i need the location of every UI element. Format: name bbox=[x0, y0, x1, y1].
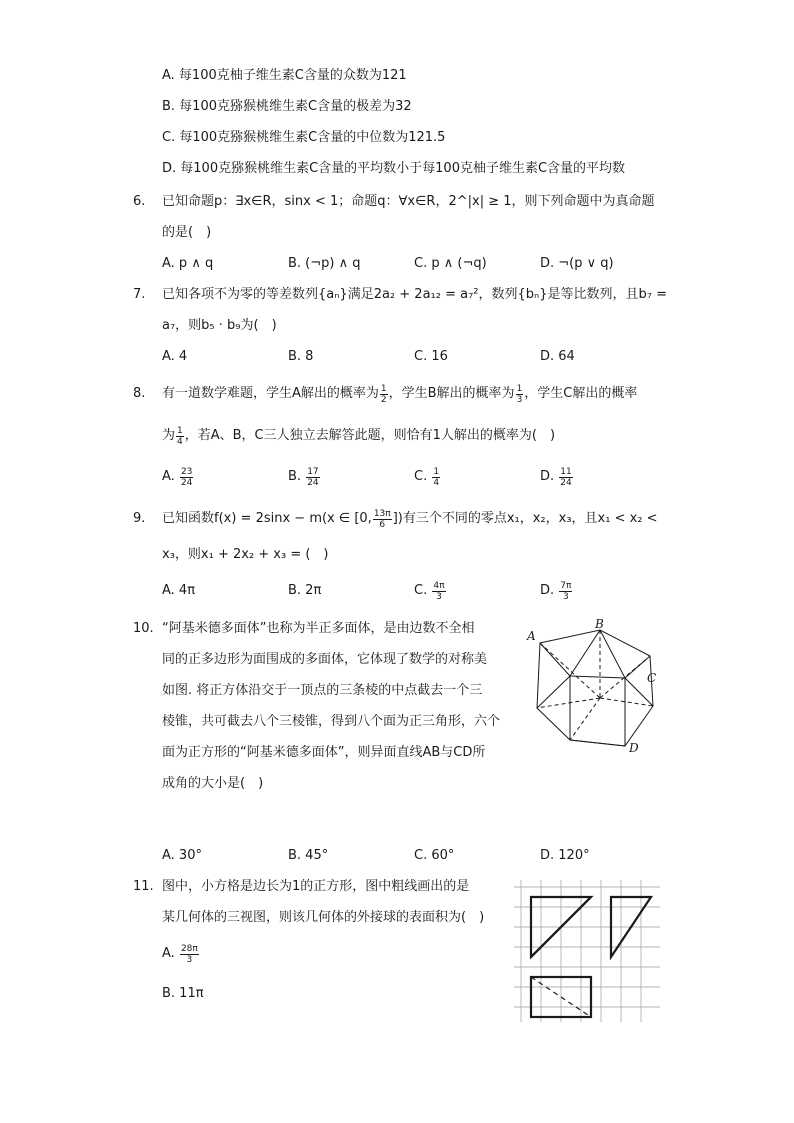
q10-number: 10. bbox=[133, 621, 154, 636]
q9-option-c-num: 4π bbox=[433, 580, 445, 591]
q8-stem-line2 bbox=[162, 422, 555, 450]
q8-fraction-b bbox=[516, 384, 524, 405]
q6-stem-line1: 已知命题p：∃x∈R，sinx < 1；命题q：∀x∈R，2^|x| ≥ 1，则下列命题中为真命题 bbox=[162, 194, 655, 209]
q6-option-a: A. p ∧ q bbox=[162, 256, 214, 271]
q7-option-b: B. 8 bbox=[288, 349, 314, 364]
label-a: A bbox=[527, 629, 536, 643]
q8-option-d-num: 11 bbox=[560, 466, 572, 477]
q5-option-a: A. 每100克柚子维生素C含量的众数为121 bbox=[162, 68, 407, 83]
q7-stem-line2: a₇，则b₅ · b₉为( ) bbox=[162, 318, 277, 333]
q10-option-d: D. 120° bbox=[540, 848, 590, 863]
q9-option-c-label: C. bbox=[414, 583, 428, 598]
edge-inner-b bbox=[570, 630, 600, 676]
q8-text-2b: ，若A、B，C三人独立去解答此题，则恰有1人解出的概率为( ) bbox=[184, 428, 556, 443]
q6-stem-line2: 的是( ) bbox=[162, 225, 212, 240]
q11-option-a-num: 28π bbox=[180, 943, 198, 954]
q11-option-a-den: 3 bbox=[186, 954, 193, 965]
q10-stem-line2: 同的正多边形为面围成的多面体，它体现了数学的对称美 bbox=[162, 652, 488, 667]
q9-fraction bbox=[373, 509, 392, 530]
q8-option-c-label: C. bbox=[414, 469, 428, 484]
q9-text-1a: 已知函数f(x) = 2sinx − m(x ∈ [0, bbox=[162, 511, 372, 526]
q8-option-d bbox=[540, 463, 574, 491]
q11-option-a bbox=[162, 940, 200, 968]
q9-stem-line1 bbox=[162, 505, 658, 533]
q10-option-c: C. 60° bbox=[414, 848, 455, 863]
q8-option-c-num: 1 bbox=[433, 466, 440, 477]
q6-option-b: B. (¬p) ∧ q bbox=[288, 256, 361, 271]
q10-option-a: A. 30° bbox=[162, 848, 202, 863]
q7-stem-line1: 已知各项不为零的等差数列{aₙ}满足2a₂ + 2a₁₂ = a₇²，数列{bₙ}是等比数列，且b₇ = bbox=[162, 287, 667, 302]
q8-option-b-frac bbox=[306, 467, 319, 488]
q8-option-d-den: 24 bbox=[560, 477, 572, 488]
q9-fraction-den: 6 bbox=[379, 519, 386, 530]
q8-text-1a: 有一道数学难题，学生A解出的概率为 bbox=[162, 386, 379, 401]
q8-fraction-a-den: 2 bbox=[380, 394, 387, 405]
q9-option-c-frac bbox=[432, 581, 445, 602]
q8-text-1b: ，学生B解出的概率为 bbox=[388, 386, 515, 401]
q6-option-d: D. ¬(p ∨ q) bbox=[540, 256, 614, 271]
edge-bottom bbox=[570, 740, 625, 746]
q7-option-d: D. 64 bbox=[540, 349, 575, 364]
q8-option-b bbox=[288, 463, 321, 491]
q9-number: 9. bbox=[133, 511, 146, 526]
q8-fraction-c bbox=[176, 426, 184, 447]
q5-option-b: B. 每100克猕猴桃维生素C含量的极差为32 bbox=[162, 99, 412, 114]
q8-fraction-c-num: 1 bbox=[177, 425, 183, 436]
q8-fraction-c-den: 4 bbox=[177, 436, 183, 447]
q9-text-1b: ])有三个不同的零点x₁，x₂，x₃，且x₁ < x₂ < bbox=[392, 511, 658, 526]
q8-fraction-b-num: 1 bbox=[516, 383, 523, 394]
q6-number: 6. bbox=[133, 194, 146, 209]
q11-stem-line1: 图中，小方格是边长为1的正方形，图中粗线画出的是 bbox=[162, 879, 470, 894]
q8-option-d-label: D. bbox=[540, 469, 555, 484]
q8-fraction-a bbox=[380, 384, 388, 405]
q5-option-d: D. 每100克猕猴桃维生素C含量的平均数小于每100克柚子维生素C含量的平均数 bbox=[162, 161, 626, 176]
q9-option-d-num: 7π bbox=[560, 580, 572, 591]
hidden-edge-5 bbox=[600, 698, 653, 706]
q8-number: 8. bbox=[133, 386, 146, 401]
q7-number: 7. bbox=[133, 287, 146, 302]
q10-stem-line3: 如图. 将正方体沿交于一顶点的三条棱的中点截去一个三 bbox=[162, 683, 483, 698]
q8-option-a bbox=[162, 463, 194, 491]
q8-option-a-label: A. bbox=[162, 469, 175, 484]
q8-option-b-label: B. bbox=[288, 469, 302, 484]
q6-option-c: C. p ∧ (¬q) bbox=[414, 256, 487, 271]
q10-stem-line6: 成角的大小是( ) bbox=[162, 776, 264, 791]
q8-option-b-num: 17 bbox=[307, 466, 319, 477]
q8-option-a-num: 23 bbox=[180, 466, 193, 477]
q7-option-c: C. 16 bbox=[414, 349, 448, 364]
edge-a-inner bbox=[540, 643, 570, 676]
q8-option-a-frac bbox=[180, 467, 193, 488]
q9-option-a: A. 4π bbox=[162, 583, 196, 598]
q9-stem-line2: x₃，则x₁ + 2x₂ + x₃ = ( ) bbox=[162, 547, 329, 562]
q8-fraction-b-den: 3 bbox=[516, 394, 523, 405]
q8-option-b-den: 24 bbox=[307, 477, 319, 488]
q10-option-b: B. 45° bbox=[288, 848, 329, 863]
hidden-edge-6 bbox=[570, 698, 600, 740]
q11-stem-line2: 某几何体的三视图，则该几何体的外接球的表面积为( ) bbox=[162, 910, 485, 925]
edge-b-mid bbox=[600, 630, 625, 678]
q11-option-b: B. 11π bbox=[162, 986, 204, 1001]
q9-option-d bbox=[540, 577, 573, 605]
label-b: B bbox=[595, 618, 604, 631]
q10-stem-line5: 面为正方形的“阿基米德多面体”，则异面直线AB与CD所 bbox=[162, 745, 486, 760]
q7-option-a: A. 4 bbox=[162, 349, 188, 364]
q9-option-d-label: D. bbox=[540, 583, 555, 598]
q9-option-c bbox=[414, 577, 447, 605]
q8-text-1c: ，学生C解出的概率 bbox=[524, 386, 638, 401]
q8-fraction-a-num: 1 bbox=[380, 383, 387, 394]
q11-option-a-frac bbox=[180, 944, 199, 965]
label-d: D bbox=[629, 741, 639, 755]
archimedean-solid-figure bbox=[525, 618, 665, 758]
q9-option-b: B. 2π bbox=[288, 583, 322, 598]
label-c: C bbox=[647, 671, 657, 685]
q8-option-d-frac bbox=[559, 467, 572, 488]
three-view-grid-figure bbox=[514, 880, 660, 1022]
q5-option-c: C. 每100克猕猴桃维生素C含量的中位数为121.5 bbox=[162, 130, 446, 145]
q8-option-c-den: 4 bbox=[433, 477, 440, 488]
q9-option-d-frac bbox=[559, 581, 572, 602]
q11-option-a-label: A. bbox=[162, 946, 175, 961]
q8-text-2a: 为 bbox=[162, 428, 176, 443]
q10-stem-line4: 棱锥，共可截去八个三棱锥，得到八个面为正三角形，六个 bbox=[162, 714, 501, 729]
q11-number: 11. bbox=[133, 879, 154, 894]
q9-fraction-num: 13π bbox=[373, 508, 391, 519]
q9-option-d-den: 3 bbox=[563, 591, 569, 602]
q10-stem-line1: “阿基米德多面体”也称为半正多面体，是由边数不全相 bbox=[162, 621, 475, 636]
q8-option-c-frac bbox=[432, 467, 440, 488]
q8-stem-line1 bbox=[162, 380, 637, 408]
q8-option-c bbox=[414, 463, 441, 491]
q9-option-c-den: 3 bbox=[436, 591, 442, 602]
q8-option-a-den: 24 bbox=[180, 477, 193, 488]
